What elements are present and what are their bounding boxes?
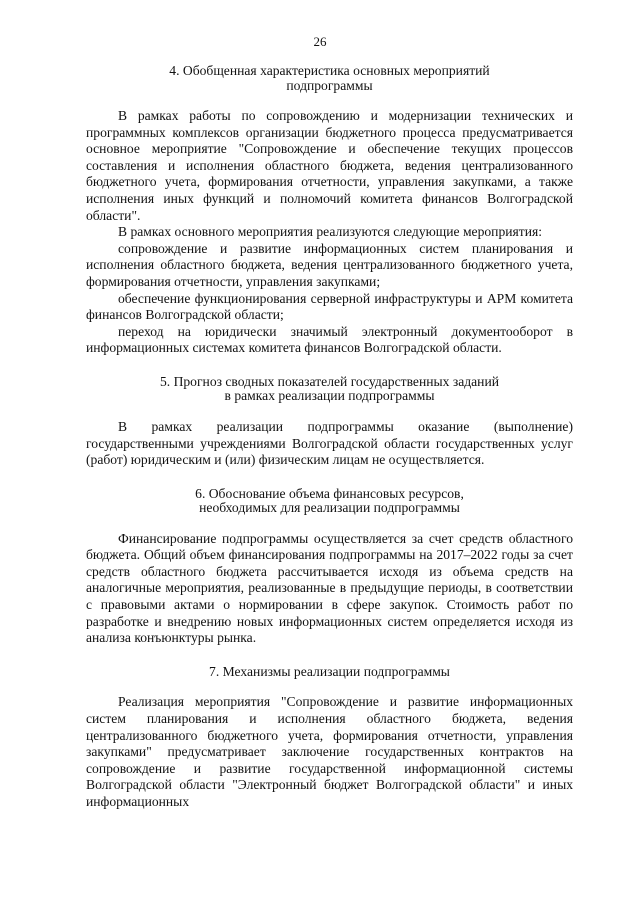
section-heading-line: 7. Механизмы реализации подпрограммы	[209, 663, 450, 679]
section-heading	[86, 375, 573, 404]
paragraph: В рамках реализации подпрограммы оказание (выполнение) государственными учреждениями Волгоградской области государственных услуг (работ) юридическим и (или) физическим лицам не осуществляется.	[86, 418, 573, 468]
section-heading	[86, 64, 573, 93]
section-heading-line: в рамках реализации подпрограммы	[224, 388, 435, 404]
section-heading	[86, 487, 573, 516]
paragraph: сопровождение и развитие информационных систем планирования и исполнения областного бюджета, ведения централизованного бюджетного учета, формирования отчетности, управления закупками;	[86, 240, 573, 289]
page-number: 26	[313, 34, 327, 49]
document-body	[86, 64, 573, 811]
paragraph: переход на юридически значимый электронный документооборот в информационных системах комитета финансов Волгоградской области.	[86, 323, 573, 356]
section-heading-line: 4. Обобщенная характеристика основных мероприятий	[169, 63, 490, 78]
section-heading-line: подпрограммы	[286, 77, 373, 93]
paragraph: обеспечение функционирования серверной инфраструктуры и АРМ комитета финансов Волгоградской области;	[86, 290, 573, 323]
paragraph: Реализация мероприятия "Сопровождение и развитие информационных систем планирования и исполнения областного бюджета, ведения централизованного бюджетного учета, формирования отчетности, управления закупками" предусматривает заключение государственных контрактов на сопровождение и развитие государственной информационной системы Волгоградской области "Электронный бюджет Волгоградской области" и иных информационных	[86, 694, 573, 809]
section-heading-line: 6. Обоснование объема финансовых ресурсов,	[195, 485, 464, 501]
section-heading-line: необходимых для реализации подпрограммы	[199, 500, 460, 516]
section-heading-line: 5. Прогноз сводных показателей государственных заданий	[159, 373, 500, 389]
paragraph: В рамках работы по сопровождению и модернизации технических и программных комплексов организации бюджетного процесса предусматривается основное мероприятие "Сопровождение и обеспечение текущих процессов составления и исполнения областного бюджета, ведения централизованного бюджетного учета, формирования отчетности, управления закупками, а также исполнения иных функций и полномочий комитета финансов Волгоградской области".	[86, 108, 573, 223]
section-heading	[86, 665, 573, 680]
paragraph: Финансирование подпрограммы осуществляется за счет средств областного бюджета. Общий объем финансирования подпрограммы на 2017–2022 годы за счет средств областного бюджета рассчитывается исходя из объема средств на аналогичные мероприятия, реализованные в предыдущие периоды, в соответствии с правовыми актами о нормировании в сфере закупок. Стоимость работ по разработке и внедрению новых информационных систем определяется исходя из анализа конъюнктуры рынка.	[86, 530, 573, 646]
paragraph: В рамках основного мероприятия реализуются следующие мероприятия:	[118, 224, 543, 240]
